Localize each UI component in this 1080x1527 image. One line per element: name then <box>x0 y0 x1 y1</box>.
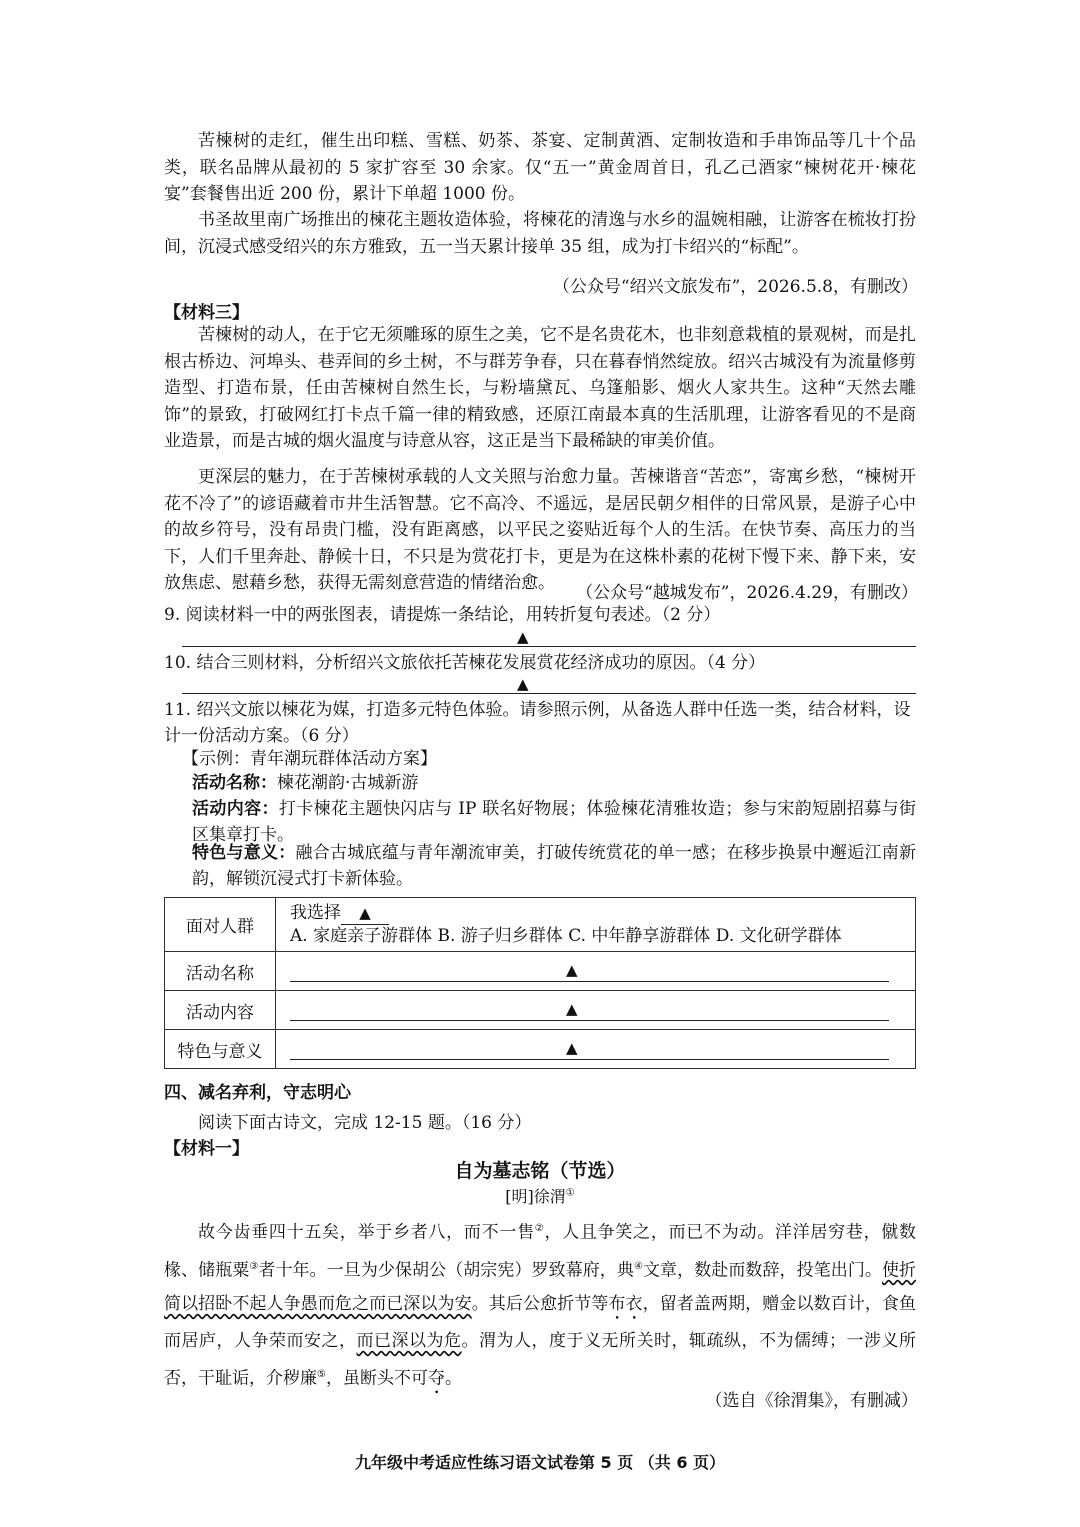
text-seg-1: 故今齿垂四十五矣，举于乡者八，而不一售 <box>198 1222 535 1243</box>
wavy-underlined-sentence: 使折简以招卧不起人争愚而危之而已深以为安 <box>164 1260 917 1315</box>
material2-paragraph-2: 书圣故里南广场推出的楝花主题妆造体验，将楝花的清逸与水乡的温婉相融，让游客在梳妆打扮间，沉浸式感受绍兴的东方雅致，五一当天累计接单 35 组，成为打卡绍兴的“标配”。 <box>164 210 916 257</box>
example-meaning-label: 特色与意义： <box>192 843 296 863</box>
row-meaning-label: 特色与意义 <box>165 1030 276 1069</box>
example-title: 【示例：青年潮玩群体活动方案】 <box>182 749 437 769</box>
activity-plan-table <box>164 897 916 1069</box>
text-seg-6: 。其后公愈折节等 <box>471 1294 609 1315</box>
material2-paragraph-1: 苦楝树的走红，催生出印糕、雪糕、奶茶、茶宴、定制黄酒、定制妆造和手串饰品等几十个品类，联名品牌从最初的 5 家扩容至 30 余家。仅“五一”黄金周首日，孔乙己酒家“楝树花开·楝花宴”套餐售出近 200 份，累计下单超 1000 份。 <box>164 131 916 204</box>
example-name-row <box>192 770 916 796</box>
answer-marker-name: ▲ <box>566 961 578 979</box>
material3-source: （公众号“越城发布”，2026.4.29，有删改） <box>576 583 918 603</box>
example-content-label: 活动内容： <box>192 799 279 819</box>
answer-marker-content: ▲ <box>566 1000 578 1018</box>
example-content-value: 打卡楝花主题快闪店与 IP 联名好物展；体验楝花清雅妆造；参与宋韵短剧招募与街区集章打卡。 <box>192 799 917 845</box>
answer-marker-9: ▲ <box>517 628 529 646</box>
dotted-word-duo: 夺 <box>427 1368 445 1389</box>
row-audience-label: 面对人群 <box>165 898 276 952</box>
section4-material1: 【材料一】 <box>164 1139 249 1159</box>
wavy-underlined-phrase: 而已深以为危 <box>356 1331 462 1352</box>
answer-marker-10: ▲ <box>517 675 529 693</box>
note-4: ④ <box>633 1260 643 1272</box>
example-name-value: 楝花潮韵·古城新游 <box>277 773 419 793</box>
text-seg-3: 者十年。一旦为少保胡公（胡宗宪）罗致幕府，典 <box>258 1260 634 1281</box>
material2-source: （公众号“绍兴文旅发布”，2026.5.8，有删改） <box>552 277 918 297</box>
note-2: ② <box>534 1223 545 1234</box>
text-seg-10: 。渭为人，度于义无所关时，辄疏纵，不为儒缚；一涉义所否，干耻诟，介秽廉 <box>164 1331 916 1389</box>
question-9: 9. 阅读材料一中的两张图表，请提炼一条结论，用转折复句表述。（2 分） <box>164 605 721 625</box>
section4-heading: 四、减名弃利，守志明心 <box>164 1083 351 1103</box>
note-3: ③ <box>249 1260 259 1272</box>
page-footer: 九年级中考适应性练习语文试卷第 5 页 （共 6 页） <box>354 1453 726 1472</box>
material3-paragraph-1: 苦楝树的动人，在于它无须雕琢的原生之美，它不是名贵花木，也非刻意栽植的景观树，而是扎根古桥边、河埠头、巷弄间的乡土树，不与群芳争春，只在暮春悄然绽放。绍兴古城没有为流量修剪造型、打造布景，任由苦楝树自然生长，与粉墙黛瓦、乌篷船影、烟火人家共生。这种“天然去雕饰”的景致，打破网红打卡点千篇一律的精致感，还原江南最本真的生活肌理，让游客看见的不是商业造景，而是古城的烟火温度与诗意从容，这正是当下最稀缺的审美价值。 <box>164 325 916 451</box>
classical-text-body <box>164 1212 916 1399</box>
answer-marker-meaning: ▲ <box>566 1039 578 1057</box>
example-meaning-value: 融合古城底蕴与青年潮流审美，打破传统赏花的单一感；在移步换景中邂逅江南新韵，解锁沉浸式打卡新体验。 <box>192 843 917 889</box>
text-seg-8: ，留者盖两期，赠金以数百计，食鱼而居庐，人争荣而安之， <box>164 1294 917 1352</box>
row-name-cell[interactable] <box>276 952 916 991</box>
text-seg-13: 。 <box>444 1368 462 1389</box>
question-10: 10. 结合三则材料，分析绍兴文旅依托苦楝花发展赏花经济成功的原因。（4 分） <box>164 653 766 673</box>
dotted-word-buyi: 布衣 <box>608 1294 643 1315</box>
row-content-label: 活动内容 <box>165 991 276 1030</box>
section4-instruction: 阅读下面古诗文，完成 12-15 题。（16 分） <box>198 1113 532 1133</box>
note-5: ⑤ <box>317 1369 326 1381</box>
material3-paragraph-2: 更深层的魅力，在于苦楝树承载的人文关照与治愈力量。苦楝谐音“苦恋”，寄寓乡愁，“楝树开花不冷了”的谚语藏着市井生活智慧。它不高冷、不遥远，是居民朝夕相伴的日常风景，是游子心中的故乡符号，没有昂贵门槛，没有距离感，以平民之姿贴近每个人的生活。在快节奏、高压力的当下，人们千里奔赴、静候十日，不只是为赏花打卡，更是为在这株朴素的花树下慢下来、静下来，安放焦虑、慰藉乡愁，获得无需刻意营造的情绪治愈。 <box>164 467 916 593</box>
example-meaning-row <box>192 840 916 892</box>
row-meaning-cell[interactable] <box>276 1030 916 1069</box>
author-name: [明]徐渭 <box>505 1187 566 1206</box>
material3-heading: 【材料三】 <box>164 303 249 323</box>
text-seg-4: 文章，数赴而数辞，投笔出门。 <box>642 1260 882 1281</box>
answer-line-10[interactable] <box>182 693 916 694</box>
text-seg-2: ，人且争笑之，而已不为动。洋洋居穷巷，僦数椽、储瓶粟 <box>164 1222 917 1281</box>
example-name-label: 活动名称： <box>192 773 277 793</box>
author-note-marker: ① <box>565 1187 575 1199</box>
row-name-label: 活动名称 <box>165 952 276 991</box>
text-seg-11: ，虽断头不可 <box>325 1368 428 1389</box>
row-audience-cell[interactable] <box>276 898 916 952</box>
choose-blank[interactable]: ▲ <box>341 902 389 925</box>
audience-options: A. 家庭亲子游群体 B. 游子归乡群体 C. 中年静享游群体 D. 文化研学群体 <box>290 926 842 946</box>
classical-text-title: 自为墓志铭（节选） <box>454 1160 626 1182</box>
classical-text-source: （选自《徐渭集》，有删减） <box>705 1391 918 1411</box>
answer-line-9[interactable] <box>182 646 916 647</box>
choose-text: 我选择 <box>290 903 341 923</box>
question-11: 11. 绍兴文旅以楝花为媒，打造多元特色体验。请参照示例，从备选人群中任选一类，结合材料，设计一份活动方案。（6 分） <box>164 700 911 746</box>
classical-text-author <box>0 1184 1080 1207</box>
row-content-cell[interactable] <box>276 991 916 1030</box>
